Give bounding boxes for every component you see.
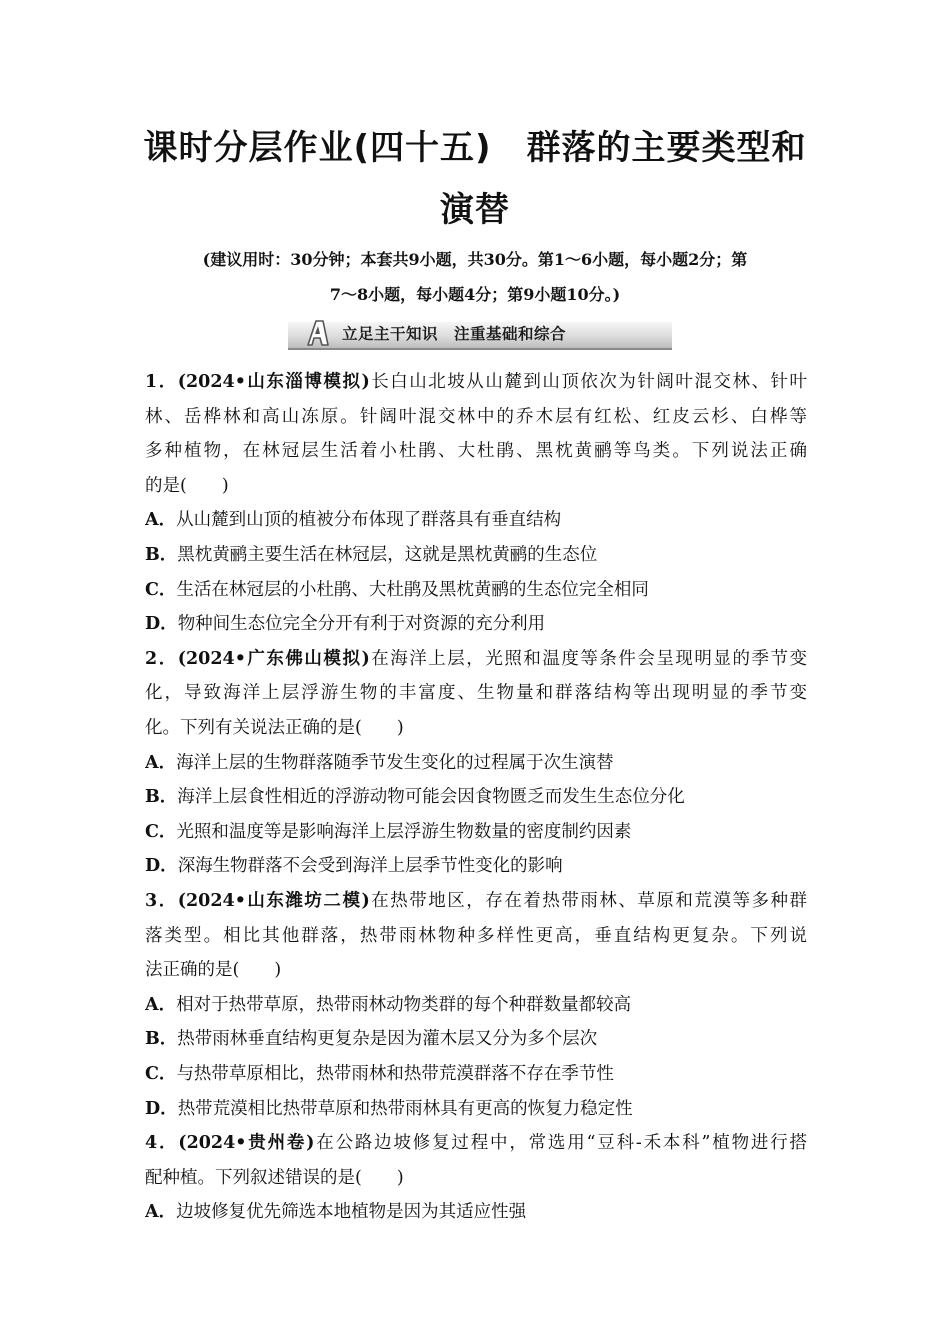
section-banner-underline (288, 348, 672, 350)
option-text: 海洋上层食性相近的浮游动物可能会因食物匮乏而发生生态位分化 (177, 787, 685, 808)
option-letter: A． (145, 1202, 177, 1223)
question-number: 3． (145, 891, 178, 911)
section-banner (278, 318, 672, 350)
option-letter: C． (145, 579, 177, 600)
question-1-option-b (145, 538, 807, 573)
option-text: 生活在林冠层的小杜鹃、大杜鹃及黑枕黄鹂的生态位完全相同 (176, 579, 649, 600)
question-stem-text: 在海洋上层，光照和温度等条件会呈现明显的季节变 (369, 648, 807, 669)
question-2-option-a (145, 746, 807, 781)
option-letter: B． (145, 1029, 178, 1050)
question-stem-text: 长白山北坡从山麓到山顶依次为针阔叶混交林、针叶 (369, 372, 807, 392)
question-1-line-2: 林、岳桦林和高山冻原。针阔叶混交林中的乔木层有红松、红皮云杉、白桦等 (145, 406, 807, 427)
question-1-option-a (145, 503, 807, 538)
question-1-line-1 (145, 365, 807, 400)
option-text: 边坡修复优先筛选本地植物是因为其适应性强 (176, 1202, 527, 1223)
option-letter: D． (145, 614, 178, 635)
section-label: 立足主干知识 注重基础和综合 (342, 325, 567, 343)
option-text: 从山麓到山顶的植被分布体现了群落具有垂直结构 (176, 510, 562, 531)
question-3-line-1 (145, 884, 807, 919)
option-letter: A． (145, 994, 177, 1015)
option-text: 海洋上层的生物群落随季节发生变化的过程属于次生演替 (176, 752, 614, 773)
option-text: 与热带草原相比，热带雨林和热带荒漠群落不存在季节性 (176, 1064, 614, 1084)
question-source: (2024•山东潍坊二模) (177, 891, 370, 911)
question-stem-text: 在公路边坡修复过程中，常选用“豆科-禾本科”植物进行搭 (314, 1133, 807, 1154)
option-text: 黑枕黄鹂主要生活在林冠层，这就是黑枕黄鹂的生态位 (177, 545, 598, 565)
question-number: 2． (145, 648, 178, 669)
question-source: (2024•山东淄博模拟) (177, 372, 370, 392)
option-letter: D． (145, 1098, 178, 1119)
option-text: 光照和温度等是影响海洋上层浮游生物数量的密度制约因素 (176, 821, 632, 842)
question-1-line-3: 多种植物，在林冠层生活着小杜鹃、大杜鹃、黑枕黄鹂等鸟类。下列说法正确 (145, 441, 807, 462)
question-source: (2024•广东佛山模拟) (177, 648, 370, 669)
question-number: 1． (145, 372, 178, 392)
question-3-option-c (145, 1057, 807, 1092)
question-source: (2024•贵州卷) (178, 1133, 315, 1154)
question-1-option-d (145, 607, 807, 642)
question-3-option-b (145, 1022, 807, 1057)
question-1-line-4: 的是( ) (145, 475, 229, 496)
option-letter: A． (145, 510, 177, 531)
question-2-option-b (145, 780, 807, 815)
option-text: 相对于热带草原，热带雨林动物类群的每个种群数量都较高 (176, 994, 632, 1015)
page-title-line-2: 演替 (440, 190, 510, 230)
time-note-line-1: (建议用时：30分钟；本套共9小题，共30分。第1～6小题，每小题2分；第 (202, 250, 748, 269)
page-title-line-1: 课时分层作业(四十五) 群落的主要类型和 (143, 128, 807, 168)
option-letter: B． (145, 787, 178, 808)
section-a-badge-icon (304, 319, 330, 347)
question-4-line-1 (145, 1126, 807, 1161)
question-3-option-d (145, 1092, 807, 1127)
question-2-option-d (145, 849, 807, 884)
option-text: 热带荒漠相比热带草原和热带雨林具有更高的恢复力稳定性 (177, 1098, 633, 1119)
question-4-line-2: 配种植。下列叙述错误的是( ) (145, 1167, 404, 1188)
option-text: 深海生物群落不会受到海洋上层季节性变化的影响 (177, 856, 563, 877)
option-letter: A． (145, 752, 177, 773)
option-letter: C． (145, 1064, 177, 1084)
option-letter: C． (145, 821, 177, 842)
option-text: 物种间生态位完全分开有利于对资源的充分利用 (177, 614, 546, 635)
question-3-line-2: 落类型。相比其他群落，热带雨林物种多样性更高，垂直结构更复杂。下列说 (145, 925, 807, 946)
question-4-option-a (145, 1195, 807, 1230)
question-2-line-1 (145, 642, 807, 677)
question-3-option-a (145, 988, 807, 1023)
question-number: 4． (145, 1133, 179, 1154)
option-text: 热带雨林垂直结构更复杂是因为灌木层又分为多个层次 (177, 1029, 598, 1050)
question-3-line-3: 法正确的是( ) (145, 960, 282, 981)
option-letter: D． (145, 856, 178, 877)
question-stem-text: 在热带地区，存在着热带雨林、草原和荒漠等多种群 (369, 891, 807, 911)
question-2-line-3: 化。下列有关说法正确的是( ) (145, 718, 404, 738)
question-2-option-c (145, 815, 807, 850)
question-2-line-2: 化，导致海洋上层浮游生物的丰富度、生物量和群落结构等出现明显的季节变 (145, 683, 807, 704)
question-1-option-c (145, 573, 807, 608)
time-note-line-2: 7～8小题，每小题4分；第9小题10分。) (329, 285, 621, 304)
section-badge-letter: A (317, 343, 318, 344)
option-letter: B． (145, 545, 178, 565)
